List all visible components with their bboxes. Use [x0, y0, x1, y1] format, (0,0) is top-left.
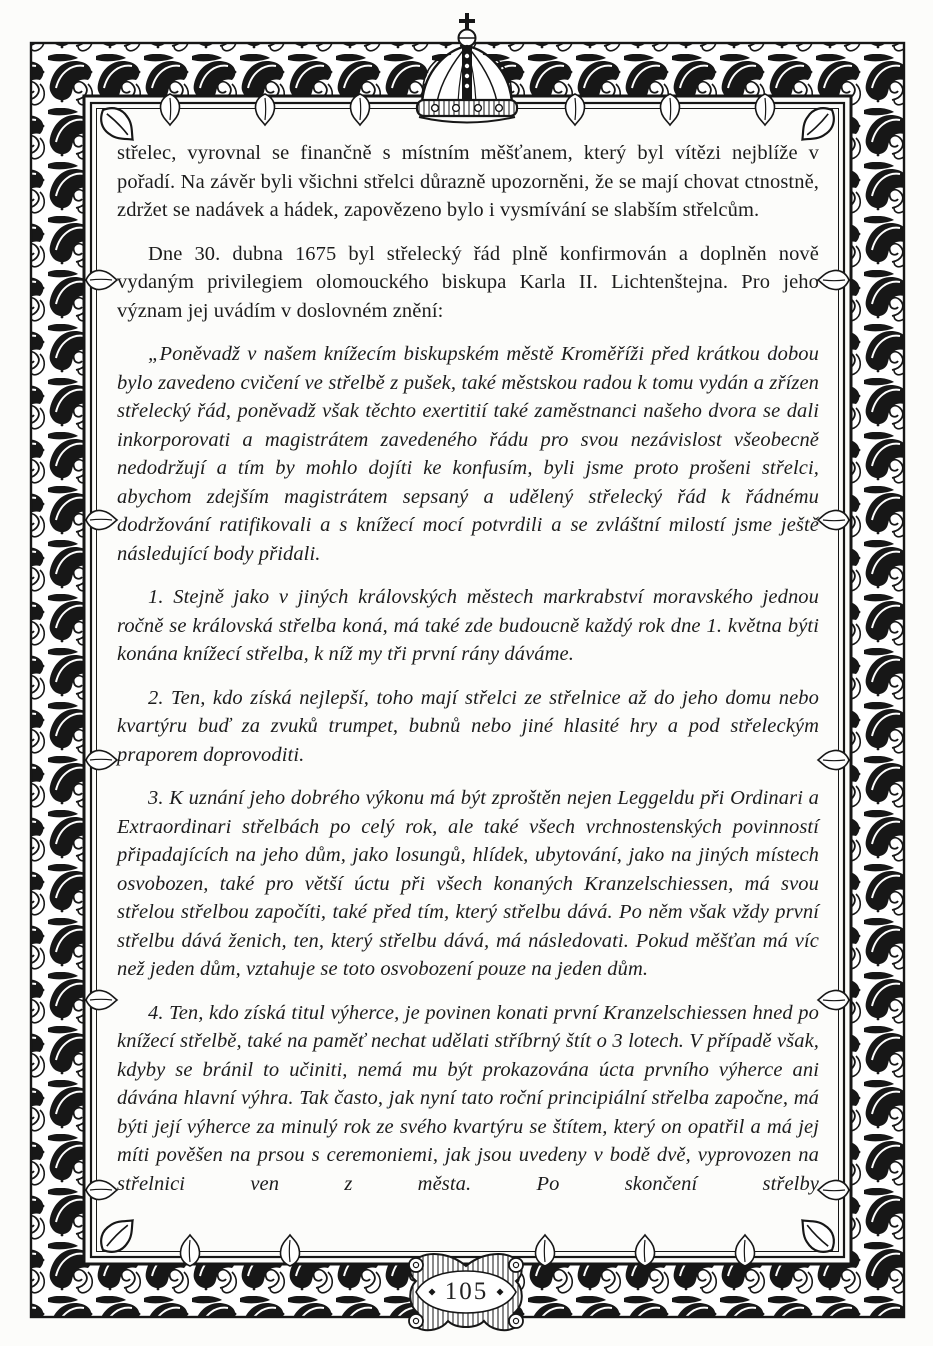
- page-text: [117, 139, 819, 1213]
- page-number: 105: [444, 1278, 489, 1305]
- rule-item-1: 1. Stejně jako v jiných královských městech markrabství moravského jednou ročně se královská střelba koná, má také zde budoucně každý rok dne 1. května býti konána knížecí střelba, k níž my tři první rány dáváme.: [117, 586, 819, 665]
- paragraph-intro: Dne 30. dubna 1675 byl střelecký řád plně konfirmován a doplněn nově vydaným privilegiem olomouckého biskupa Karla II. Lichtenštejna. Pro jeho význam jej uvádím v doslovném znění:: [117, 242, 819, 322]
- paragraph-continuation: střelec, vyrovnal se finančně s místním měšťanem, který byl vítězi nejblíže v pořadí. Na závěr byli všichni střelci důrazně upozorněni, že se mají chovat ctnostně, zdržet se nadávek a hádek, zapovězeno bylo i vysmívání se slabším střelcům.: [117, 142, 819, 221]
- rule-item-3: 3. K uznání jeho dobrého výkonu má být zproštěn nejen Leggeldu při Ordinari a Extraordinari střelbách po celý rok, ale také všech vrchnostenských povinností připadajících na jeho dům, jako losungů, hlídek, ubytování, jako na jiných místech osvobozen, také pro větší úctu při všech konaných Kranzelschiessen, má svou střelou střelbou započíti, také před tím, který střelbu dává. Po něm však vždy první střelbu dává ženich, ten, který střelbu dává, má následovati. Pokud měšťan má víc než jeden dům, vztahuje se toto osvobození pouze na jeden dům.: [117, 787, 819, 980]
- rule-item-2: 2. Ten, kdo získá nejlepší, toho mají střelci ze střelnice až do jeho domu nebo kvartýru buď za zvuků trumpet, bubnů nebo jiné hlasité hry a pod střeleckým praporem doprovoditi.: [117, 686, 819, 766]
- privilege-quote: „Poněvadž v našem knížecím biskupském městě Kroměříži před krátkou dobou bylo zavedeno cvičení ve střelbě z pušek, také městskou radou k tomu vydán a zřízen střelecký řád, poněvadž však těchto exertitií také zaměstnanci našeho dvora se dali inkorporovati a magistrátem zavedeného řádu pro svou nezávislost všeobecně nedodržují a tím by mohlo dojíti ke konfusím, byli jsme proto prošeni střelci, abychom zdejším magistrátem sepsaný a udělený střelecký řád k řádnému dodržování ratifikovali a s knížecí mocí potvrdili a se zvláštní milostí jsme ještě následující body přidali.: [117, 343, 819, 565]
- rule-item-4: 4. Ten, kdo získá titul výherce, je povinen konati první Kranzelschiessen hned po knížecí střelbě, také na paměť nechat udělati stříbrný štít o 3 lotech. V případě však, kdyby se bránil to učiniti, nemá mu být prokazována úcta prvního výherce ani dávána hlavní výhra. Tak často, jak nyní tato roční principiální střelba započne, má býti její výherce za minulý rok ze svého kvartýru se štítem, který on opatřil a má jej míti pověšen na prsou s ceremoniemi, jak jsou uvedeny v bodě dvě, vyprovozen na střelnici ven z města. Po skončení střelby: [117, 1001, 819, 1195]
